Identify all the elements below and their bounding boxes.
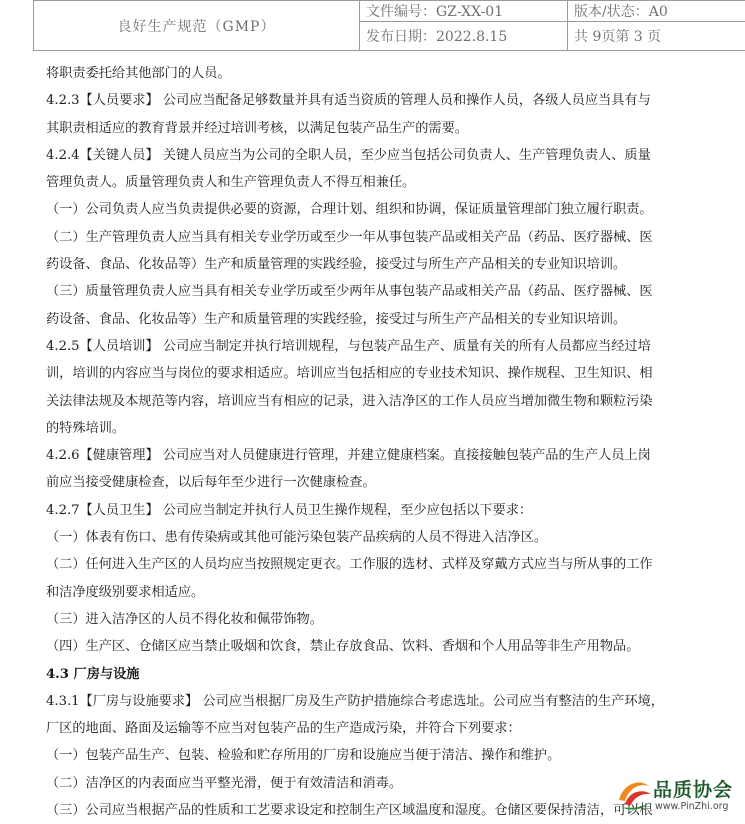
body-line: （一）体表有伤口、患有传染病或其他可能污染包装产品疾病的人员不得进入洁净区。 xyxy=(46,524,694,551)
quality-association-logo-icon xyxy=(613,774,655,816)
document-number: 文件编号：GZ-XX-01 xyxy=(360,1,568,22)
document-version: 版本/状态：A0 xyxy=(568,1,745,22)
logo-swoosh-green xyxy=(621,801,651,810)
body-line: 管理负责人。质量管理负责人和生产管理负责人不得互相兼任。 xyxy=(46,169,694,196)
document-header-table xyxy=(33,0,745,51)
body-line: 4.2.7【人员卫生】 公司应当制定并执行人员卫生操作规程，至少应包括以下要求： xyxy=(46,497,694,524)
issue-date: 发布日期：2022.8.15 xyxy=(360,22,568,51)
body-line: 前应当接受健康检查，以后每年至少进行一次健康检查。 xyxy=(46,469,694,496)
page-info: 共 9页第 3 页 xyxy=(568,22,745,51)
body-line: 厂区的地面、路面及运输等不应当对包装产品的生产造成污染，并符合下列要求： xyxy=(46,715,694,742)
body-line: 4.2.6【健康管理】 公司应当对人员健康进行管理，并建立健康档案。直接接触包装产品的生产人员上岗 xyxy=(46,442,694,469)
document-title: 良好生产规范（GMP） xyxy=(34,1,360,51)
body-line: 的特殊培训。 xyxy=(46,415,694,442)
body-line: （一）公司负责人应当负责提供必要的资源，合理计划、组织和协调，保证质量管理部门独立履行职责。 xyxy=(46,196,694,223)
body-line: （四）生产区、仓储区应当禁止吸烟和饮食，禁止存放食品、饮料、香烟和个人用品等非生产用物品。 xyxy=(46,633,694,660)
body-line: 药设备、食品、化妆品等）生产和质量管理的实践经验，接受过与所生产产品相关的专业知识培训。 xyxy=(46,251,694,278)
body-line: 4.3.1【厂房与设施要求】 公司应当根据厂房及生产防护措施综合考虑选址。公司应当有整洁的生产环境， xyxy=(46,688,694,715)
body-line: 4.2.4【关键人员】 关键人员应当为公司的全职人员，至少应当包括公司负责人、生产管理负责人、质量 xyxy=(46,142,694,169)
body-line: 4.2.3【人员要求】 公司应当配备足够数量并具有适当资质的管理人员和操作人员，各级人员应当具有与 xyxy=(46,87,694,114)
body-line: （三）质量管理负责人应当具有相关专业学历或至少两年从事包装产品或相关产品（药品、医疗器械、医 xyxy=(46,278,694,305)
body-line: 4.2.5【人员培训】 公司应当制定并执行培训规程，与包装产品生产、质量有关的所有人员都应当经过培 xyxy=(46,333,694,360)
body-line: （三）公司应当根据产品的性质和工艺要求设定和控制生产区域温度和湿度。仓储区要保持清洁，可以根 xyxy=(46,797,694,824)
document-body xyxy=(46,60,694,824)
body-line: （二）洁净区的内表面应当平整光滑，便于有效清洁和消毒。 xyxy=(46,770,694,797)
body-line: 和洁净度级别要求相适应。 xyxy=(46,579,694,606)
body-line: 训，培训的内容应当与岗位的要求相适应。培训应当包括相应的专业技术知识、操作规程、卫生知识、相 xyxy=(46,360,694,387)
watermark-url: www.PinZhi.org xyxy=(655,801,728,812)
logo-swoosh-red xyxy=(625,791,651,806)
body-line: （三）进入洁净区的人员不得化妆和佩带饰物。 xyxy=(46,606,694,633)
watermark xyxy=(613,774,741,816)
body-line: 其职责相适应的教育背景并经过培训考核，以满足包装产品生产的需要。 xyxy=(46,115,694,142)
body-line: 将职责委托给其他部门的人员。 xyxy=(46,60,694,87)
body-line: （二）生产管理负责人应当具有相关专业学历或至少一年从事包装产品或相关产品（药品、医疗器械、医 xyxy=(46,224,694,251)
body-line: （二）任何进入生产区的人员均应当按照规定更衣。工作服的选材、式样及穿戴方式应当与所从事的工作 xyxy=(46,551,694,578)
watermark-name: 品质协会 xyxy=(653,775,733,802)
body-line: 药设备、食品、化妆品等）生产和质量管理的实践经验，接受过与所生产产品相关的专业知识培训。 xyxy=(46,306,694,333)
body-line: 关法律法规及本规范等内容，培训应当有相应的记录，进入洁净区的工作人员应当增加微生物和颗粒污染 xyxy=(46,388,694,415)
section-heading: 4.3 厂房与设施 xyxy=(46,661,694,688)
body-line: （一）包装产品生产、包装、检验和贮存所用的厂房和设施应当便于清洁、操作和维护。 xyxy=(46,742,694,769)
